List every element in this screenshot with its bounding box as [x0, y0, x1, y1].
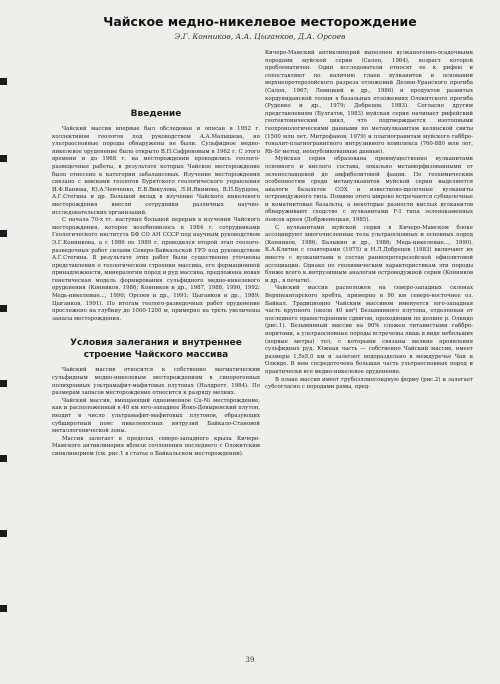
page-number: 39: [245, 656, 255, 664]
geology-heading: Условия залегания и внутреннее строение Чайского массива: [70, 338, 242, 361]
paragraph: В плане массив имеет грубоэллипсоидную форму (рис.2) и залегает субсогласно с породами рамы, пред-: [265, 376, 473, 391]
paragraph: Массив залегает в пределах северо-западного крыла Кичеро-Мамского антиклинория вблизи сочленения последнего с Олокитским синклинорием (см. рис.1 в статье о Байкальском месторождении).: [52, 435, 260, 457]
scan-mark-3: [0, 230, 7, 237]
article-authors: Э.Г. Конников, А.А. Цыганков, Д.А. Орсоев: [174, 32, 346, 41]
paragraph: Кичеро-Мамский антиклинорий выполнен вулканогенно-осадочными породами муйской серии (Салоп, 1964), возраст которой проблематичен. Один исследователи относят ее к рифею и сопоставляют по наличию глаен вулканитов и основании верхнепротерозойского разреза отложений Делюн-Уранского прогиба (Салоп, 1967; Левицкий и др., 1986) и продуктов развитых кордуяиданской толщи в базальных отложениях Олокитского прогиба (Руденко и др., 1979; Добрецов, 1983). Согласно другим представлениям (Булгатов, 1983) муйская серия начинает рифейский геотектонический цикл, что подтверждается изотопными геохронологическими данными по метавулканитам келянской свиты (1500 млн лет, Митрофанов, 1979) и плагиогранитам муйского габбро-тоналит-плагиогранитного интрузивного комплекса (760-880 млн лет, Rb-Sr метод, неопубликованные данные).: [265, 50, 473, 155]
paragraph: Чайский массив впервые был обследован и описан в 1952 г. коллективом геологов под руководством А.А.Малышева, но ультраосновные породы обнаружены не были. Сульфидное медно-никелевое оруденение было открыто В.П.Сафроновым в 1962 г. С этого времени и до 1968 г. на месторождении проводились геолого-разведочные работы, в результате которых Чайское месторождение было отнесено к категории забалансовых. Изучение месторождения связано с именами геологов Бурятского геологического управления И.Ф.Ванюка, Ю.А.Ченченко, Е.В.Викулова, Л.И.Якимова, В.П.Бурцева, А.Г.Стегина и др. Большой вклад в изучение Чайского никелевого месторождения внесли сотрудники различных научно-исследовательских организаций.: [52, 126, 260, 216]
scan-mark-1: [0, 78, 7, 85]
paragraph: С начала 70-х гг. наступил большой перерыв в изучении Чайского месторождения, которое возобновилось в 1984 г. сотрудниками Геологического института БФ СО АН СССР под научным руководством Э.Г.Конникова, а с 1986 по 1989 г. проводился второй этап геолого-разведочных работ силами Северо-Байкальской ГРЭ под руководством А.Г.Стегина. В результате этих работ были существенно уточнены представления о геологическом строении массива, его формационной принадлежности, минералогии пород и руд массива, предложена новая генетическая модель формирования сульфидного медно-никелевого оруденения (Конников, 1986; Конников и др., 1987, 1988, 1990, 1992; Медь-никелевые..., 1990; Орсоев и др., 1991; Цыганков и др., 1989; Цыганков, 1991). По итогам геолого-разведочных работ оруденение прослежено на глубину до 1000-1200 м, примерно на треть увеличены запасы месторождения.: [52, 217, 260, 322]
paragraph: С вулканитами муйской серии в Кичеро-Мамском блоке ассоциируют многочисленные тела ультраосновных и основных пород (Конников, 1986; Балыкин и др., 1986; Медь-никелевые..., 1990). К.А.Клитин с соавторами (1975) и Н.Л.Добрецов (1983) включают их вместе с вулканитами в состав раннепротерозойской офиолитовой ассоциации. Однако по геохимическим характеристикам эти породы ближе всего к интрузивным аналогам островодужной серии (Конников и др., в печати).: [265, 224, 473, 284]
scan-mark-6: [0, 455, 7, 462]
scan-mark-4: [0, 305, 7, 312]
paragraph: Чайский массив относится к собственно магматическим сульфидным медно-никелевым месторождениям в синорогенных полихронных ультрамафит-мафитовых плутонах (Налдретт, 1984). По размерам запасов месторождение относится к разряду мелких.: [52, 367, 260, 397]
intro-heading: Введение: [130, 109, 182, 119]
paragraph: Чайский массив расположен на северо-западных склонах Верхнеангарского хребта, примерно в 90 км северо-восточнее оз. Байкал. Традиционно Чайским массивом именуется юго-западная часть крупного (около 40 км²) Безымянного плутона, отделенная от последнего правосторонним сдвигом, проходящим по долине р. Олкидо (рис.1). Безымянный массив на 90% сложен титанистыми габбро-норитами, а ультраосновные породы встречены лишь в виде небольших (первые метры) тел, с которыми связаны мелкие проявления сульфидных руд. Южная часть — собственно Чайский массив, имеет размеры 1,5х5,0 км и залегает водораздельно в междуречье Чаи и Олкидо. В нем сосредоточена большая часть ультраосновных пород и практически все медно-никелевое оруденение.: [265, 285, 473, 375]
scan-mark-8: [0, 605, 7, 612]
scan-mark-5: [0, 380, 7, 387]
scan-mark-2: [0, 155, 7, 162]
right-column: [265, 50, 473, 392]
scan-mark-7: [0, 530, 7, 537]
left-column: [52, 50, 260, 459]
article-title: Чайское медно-никелевое месторождение: [103, 14, 417, 29]
paragraph: Муйская серия образована преимущественно вулканитами основного и кислого состава, локально метаморфизованными от зеленосланцевой до амфиболитовой фации. По геохимическим особенностям среди метавулканитов муйской серии выделяются аналоги базальтов СОХ и известково-щелочные вулканиты островодужного типа. Помимо этого широко встречаются субщелочные и коматиитовые базальты, а некоторые разности кислых вулканитов обнаруживают сходство с вулканитами F-I типа зеленокаменных поясов архея (Добрженецкая, 1985).: [265, 156, 473, 224]
paragraph: Чайский массив, вмещающий одноименное Cu-Ni месторождение, как и расположенный в 40 км юго-западнее Йоко-Довыренский плутон, входит в число ультрамафит-мафитовых плутонов, образующих субширотный пояс никеленосных интрузий Байкало-Становой металлогенической зоны.: [52, 397, 260, 435]
